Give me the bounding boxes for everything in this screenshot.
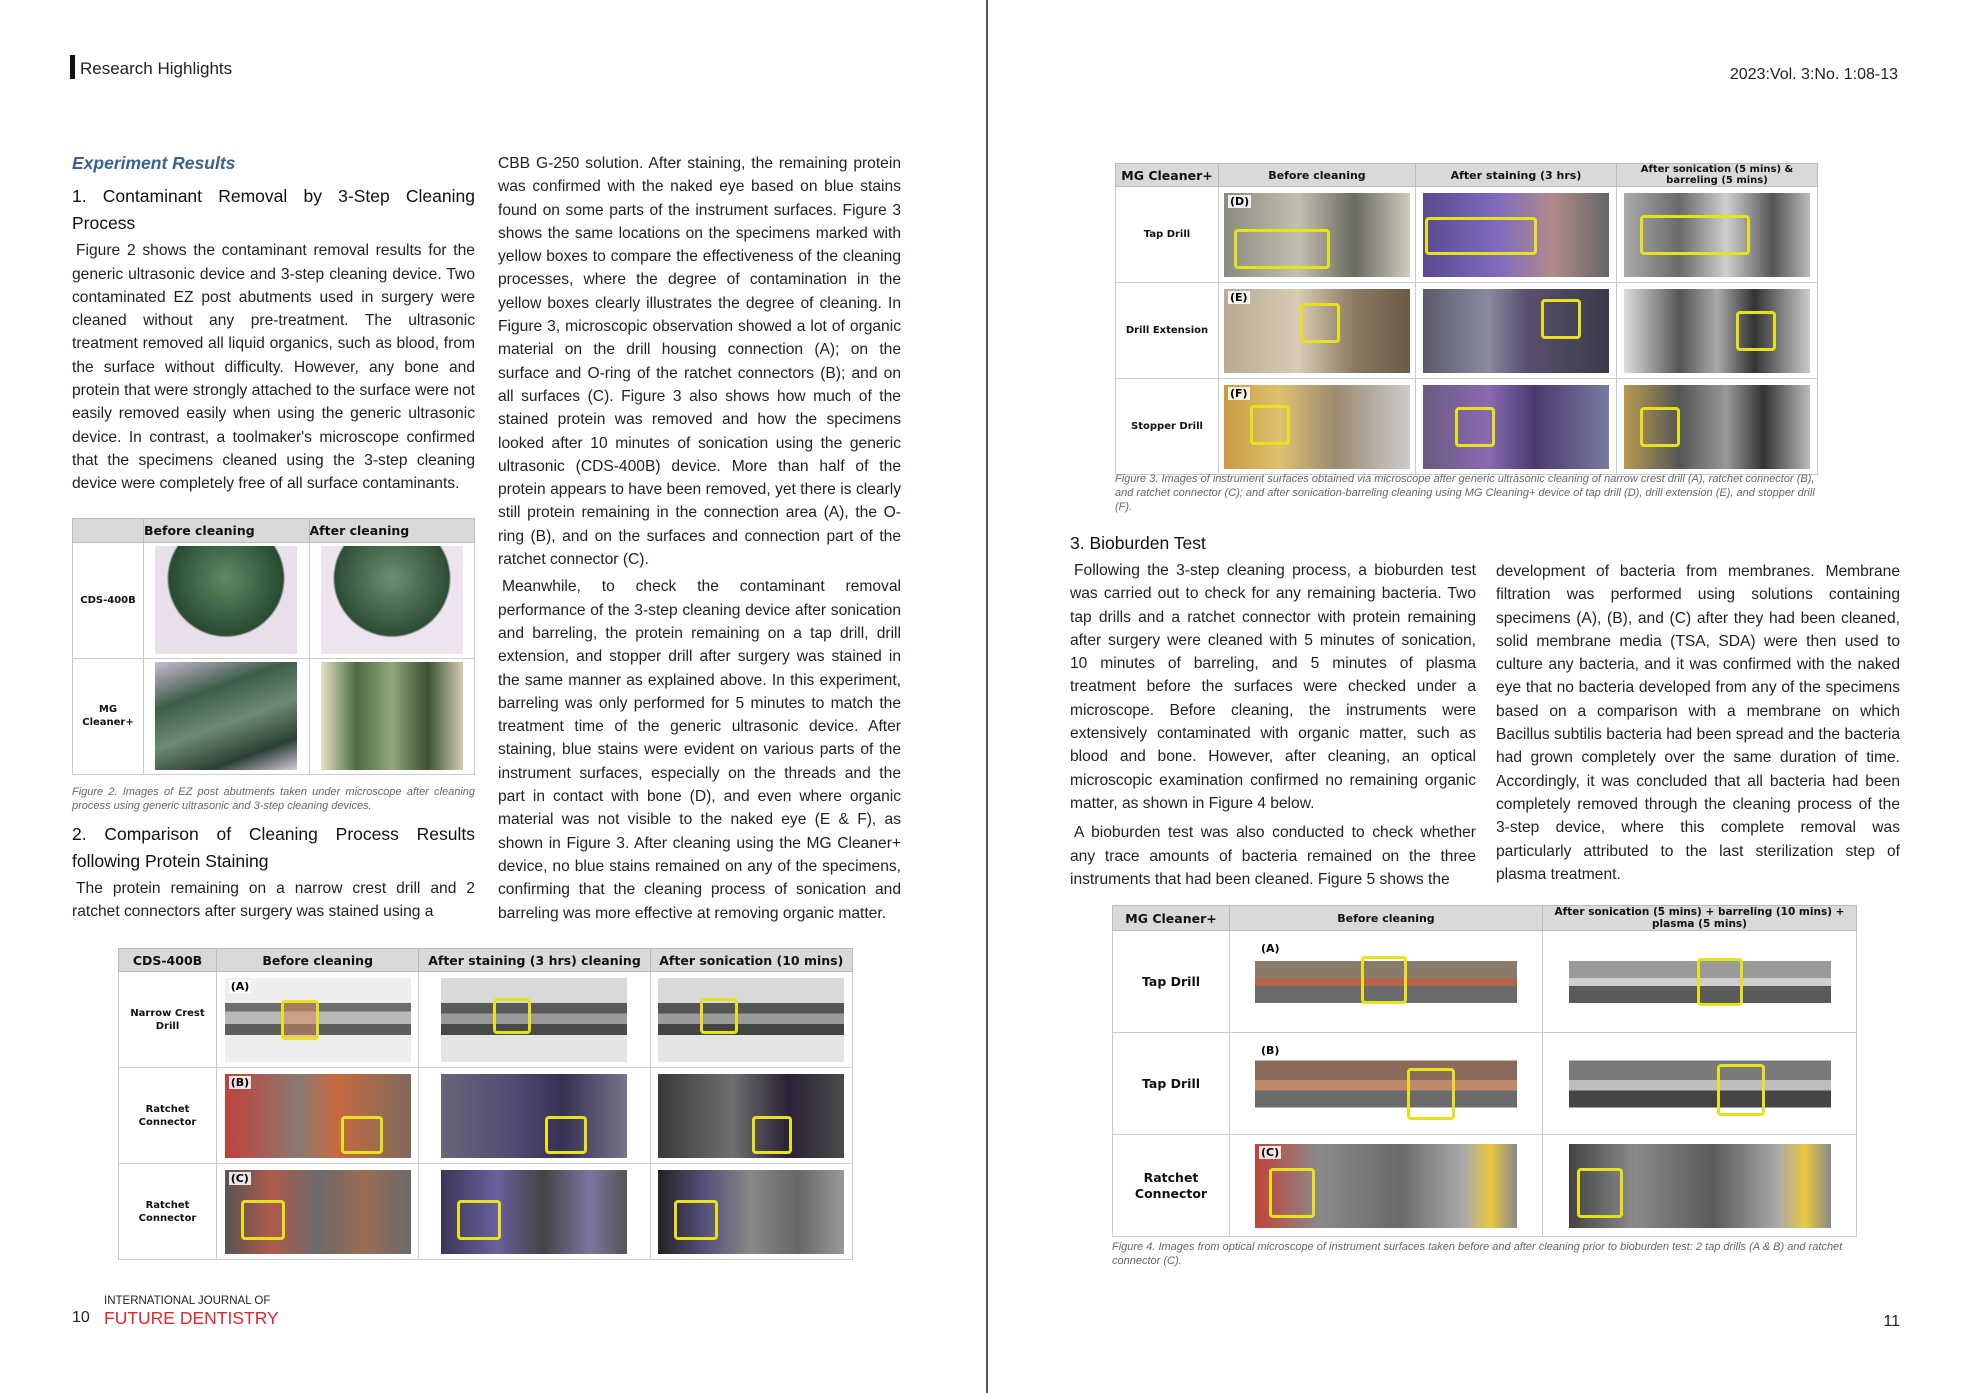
fig3a-header: After staining (3 hrs) cleaning [419,949,650,972]
fig3b-header: After sonication (5 mins) & barreling (5 mins) [1617,164,1818,187]
highlight-box [1736,311,1776,351]
fig2-photo [309,542,475,658]
left-column-1 [72,152,475,927]
fig2-header-empty [73,518,144,542]
fig3a-header: CDS-400B [119,949,217,972]
fig3b-photo [1617,187,1818,283]
fig4-photo [1230,931,1543,1033]
fig3a-photo [217,1068,419,1164]
fig3b-tag: (D) [1230,194,1250,208]
highlight-box [1717,1064,1765,1116]
running-header-right: 2023:Vol. 3:No. 1:08-13 [1729,66,1898,83]
paragraph: Following the 3-step cleaning process, a bioburden test was carried out to check for any remaining bacteria. Two tap drills and a ratchet connector with protein remaining after surgery were cleaned with 5 minutes of sonication, 10 minutes of barreling, and 5 minutes of plasma treatment before the surfaces were checked under a microscope. Before cleaning, the instruments were extensively contaminated with organic matter, such as blood and bone. However, after cleaning, an optical microscopic examination confirmed no remaining organic matter, as shown in Figure 4 below. [1070,562,1476,812]
fig4-photo [1543,931,1857,1033]
subsection-2-title: 2. Comparison of Cleaning Process Results following Protein Staining [72,823,475,871]
highlight-box [241,1200,285,1240]
paragraph: Meanwhile, to check the contaminant removal performance of the 3-step cleaning device after sonication and barreling, the protein remaining on a tap drill, drill extension, and stopper drill after surgery was stained in the same manner as explained above. In this experiment, barreling was only performed for 5 minutes to match the treatment time of the generic ultrasonic device. After staining, blue stains were evident on various parts of the instrument surfaces, especially on the threads and the part in contact with bone (D), and even where organic material was not visible to the naked eye (E & F), as shown in Figure 3. After cleaning using the MG Cleaner+ device, no blue stains remained on any of the specimens, confirming that the cleaning process of sonication and barreling was more effective at removing organic matter. [498,578,901,922]
fig3b-photo [1416,379,1617,475]
figure-2-caption: Figure 2. Images of EZ post abutments taken under microscope after cleaning process using generic ultrasonic and 3-step cleaning devices. [72,785,475,812]
fig3a-photo [650,972,852,1068]
figure-3-caption: Figure 3. Images of instrument surfaces obtained via microscope after generic ultrasonic cleaning of narrow crest drill (A), ratchet connector (B), and ratchet connector (C); and after sonication-barreling cleaning using MG Cleaning+ device of tap drill (D), drill extension (E), and stopper drill (F). [1115,473,1815,513]
fig3a-photo [419,1068,650,1164]
fig4-photo [1543,1033,1857,1135]
highlight-box [1577,1168,1623,1218]
fig3a-photo [217,972,419,1068]
figure-2-table [72,518,475,775]
paragraph: Figure 2 shows the contaminant removal results for the generic ultrasonic device and 3-step cleaning device. Two contaminated EZ post abutments used in surgery were cleaned without any pre-treatment. The ultrasonic treatment removed all liquid organics, such as blood, from the surface without difficulty. However, any bone and protein that were strongly attached to the surface were not easily removed easily when using the generic ultrasonic device. In contrast, a toolmaker's microscope confirmed that the specimens cleaned using the 3-step cleaning device were completely free of all surface contaminants. [72,242,475,493]
paragraph: The protein remaining on a narrow crest drill and 2 ratchet connectors after surgery was stained using a [72,879,475,921]
fig3a-tag: (A) [230,979,250,993]
highlight-box [1250,405,1290,445]
highlight-box [752,1116,792,1154]
fig4-row-label: Tap Drill [1113,931,1230,1033]
fig3b-row-label: Drill Extension [1116,283,1219,379]
journal-name-line2: FUTURE DENTISTRY [104,1308,279,1328]
fig2-photo [309,658,475,774]
microscope-photo [321,546,463,654]
highlight-box [341,1116,383,1154]
fig3b-header: MG Cleaner+ [1116,164,1219,187]
fig4-header: Before cleaning [1230,906,1543,931]
figure-3a-table [118,948,853,1260]
page-number-right: 11 [1883,1313,1900,1330]
fig2-photo [144,658,310,774]
fig3b-photo [1617,379,1818,475]
highlight-box [1697,958,1743,1006]
fig3a-photo [419,972,650,1068]
fig4-photo [1230,1135,1543,1237]
highlight-box [674,1200,718,1240]
highlight-box [1455,407,1495,447]
subsection-3-title: 3. Bioburden Test [1070,533,1206,553]
journal-footer [104,1295,279,1328]
fig2-photo [144,542,310,658]
microscope-photo [155,662,297,770]
header-bar [70,55,75,79]
fig2-header-after: After cleaning [309,518,475,542]
highlight-box [1541,299,1581,339]
journal-name-line1: INTERNATIONAL JOURNAL OF [104,1295,271,1307]
fig3b-header: After staining (3 hrs) [1416,164,1617,187]
fig3a-photo [650,1164,852,1260]
fig3b-header: Before cleaning [1219,164,1416,187]
highlight-box [1300,303,1340,343]
header-left-text: Research Highlights [80,59,233,78]
fig2-row-label: MG Cleaner+ [73,658,144,774]
fig3a-photo [217,1164,419,1260]
fig3a-header: Before cleaning [217,949,419,972]
fig3a-photo [419,1164,650,1260]
highlight-box [1407,1068,1455,1120]
fig3b-row-label: Stopper Drill [1116,379,1219,475]
highlight-box [1361,956,1407,1004]
highlight-box [1425,217,1537,255]
right-page [988,0,1972,1393]
fig3b-row-label: Tap Drill [1116,187,1219,283]
fig4-photo [1543,1135,1857,1237]
fig3a-tag: (C) [230,1171,249,1185]
paragraph: CBB G-250 solution. After staining, the remaining protein was confirmed with the naked eye based on blue stains found on some parts of the instrument surfaces. Figure 3 shows the same locations on the specimens marked with yellow boxes to compare the effectiveness of the cleaning processes, where the degree of contamination in the yellow boxes clearly illustrates the degree of cleaning. In Figure 3, microscopic observation showed a lot of organic material on the drill housing connection (A); on the surface and O-ring of the ratchet connectors (B); and on all surfaces (C). Figure 3 also shows how much of the stained protein was removed and how the specimens looked after 10 minutes of sonication using the generic ultrasonic (CDS-400B) device. More than half of the protein appears to have been removed, yet there is clearly still protein remaining in the connection area (A), the O-ring (B), and on the surfaces and connection part of the ratchet connector (C). [498,155,901,569]
highlight-box [493,998,531,1034]
paragraph: A bioburden test was also conducted to check whether any trace amounts of bacteria remained on the three instruments that had been cleaned. Figure 5 shows the [1070,824,1476,888]
fig3a-row-label: Narrow Crest Drill [119,972,217,1068]
running-header-left [70,55,232,79]
fig3b-photo [1617,283,1818,379]
fig3b-photo [1219,379,1416,475]
highlight-box [1269,1168,1315,1218]
fig3a-row-label: Ratchet Connector [119,1164,217,1260]
highlight-box [1234,229,1330,269]
fig3a-photo [650,1068,852,1164]
fig4-tag: (A) [1261,941,1280,955]
fig4-photo [1230,1033,1543,1135]
highlight-box [281,1000,319,1040]
fig3b-photo [1219,187,1416,283]
fig2-row-label: CDS-400B [73,542,144,658]
microscope-photo [321,662,463,770]
subsection-1-title: 1. Contaminant Removal by 3-Step Cleaning Process [72,186,475,234]
section-title: Experiment Results [72,153,236,173]
fig3b-photo [1416,283,1617,379]
figure-3b-table [1115,163,1818,475]
fig4-tag: (B) [1261,1043,1280,1057]
figure-4-caption: Figure 4. Images from optical microscope of instrument surfaces taken before and after cleaning prior to bioburden test: 2 tap drills (A & B) and ratchet connector (C). [1112,1241,1843,1267]
right-column-1 [1070,530,1476,895]
fig3b-tag: (F) [1230,386,1248,400]
page-number-left: 10 [72,1309,90,1326]
fig4-row-label: Tap Drill [1113,1033,1230,1135]
fig4-header: MG Cleaner+ [1113,906,1230,931]
highlight-box [700,998,738,1034]
highlight-box [1640,215,1750,255]
fig3a-header: After sonication (10 mins) [650,949,852,972]
figure-4-table [1112,905,1857,1237]
fig3b-photo [1219,283,1416,379]
highlight-box [1640,407,1680,447]
fig2-header-before: Before cleaning [144,518,310,542]
fig3b-photo [1416,187,1617,283]
paragraph: development of bacteria from membranes. Membrane filtration was performed using solutions containing specimens (A), (B), and (C) after they had been cleaned, solid membrane media (TSA, SDA) were then used to culture any bacteria, and it was confirmed with the naked eye that no bacteria developed from any of the specimens based on a comparison with a membrane on which Bacillus subtilis bacteria had been spread and the bacteria had grown completely over the same duration of time. Accordingly, it was concluded that all bacteria had been completely removed through the cleaning process of the 3-step device, where this complete removal was particularly attributed to the last sterilization step of plasma treatment. [1496,563,1900,883]
left-column-2 [498,152,901,929]
fig4-header: After sonication (5 mins) + barreling (10 mins) + plasma (5 mins) [1543,906,1857,931]
fig4-row-label: Ratchet Connector [1113,1135,1230,1237]
highlight-box [545,1116,587,1154]
fig3b-tag: (E) [1230,290,1248,304]
fig4-tag: (C) [1261,1145,1280,1159]
fig3a-row-label: Ratchet Connector [119,1068,217,1164]
highlight-box [457,1200,501,1240]
right-column-2 [1496,560,1900,890]
microscope-photo [155,546,297,654]
fig3a-tag: (B) [230,1075,250,1089]
